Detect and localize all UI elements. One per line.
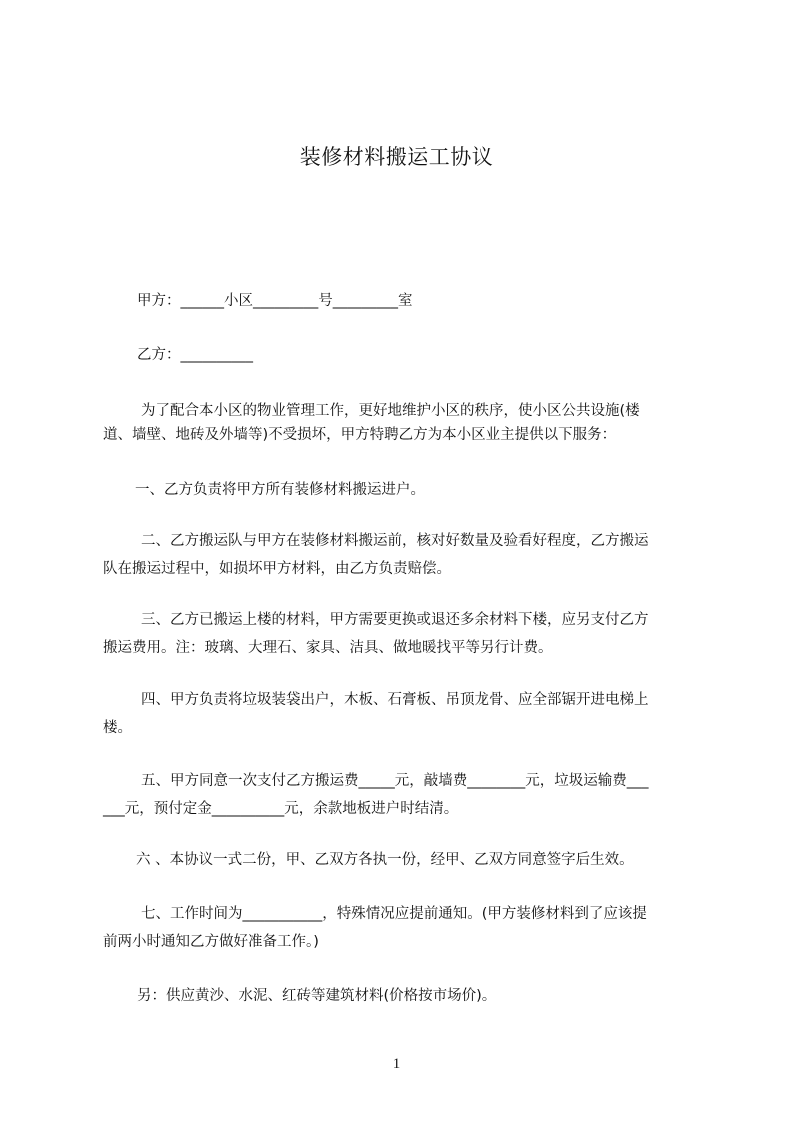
supplementary-note: 另：供应黄沙、水泥、红砖等建筑材料(价格按市场价)。 (137, 988, 497, 1004)
clause-5-line-2: ___元，预付定金__________元，余款地板进户时结清。 (103, 801, 459, 817)
clause-7-line-2: 前两小时通知乙方做好准备工作。) (103, 934, 319, 950)
clause-7-line-1: 七、工作时间为___________，特殊情况应提前通知。(甲方装修材料到了应该提 (141, 906, 647, 922)
document-title: 装修材料搬运工协议 (299, 145, 494, 169)
clause-6: 六 、本协议一式二份，甲、乙双方各执一份，经甲、乙双方同意签字后生效。 (136, 852, 634, 868)
party-a-line: 甲方：______小区_________号_________室 (137, 293, 413, 309)
clause-1: 一、乙方负责将甲方所有装修材料搬运进户。 (135, 482, 425, 498)
clause-5-line-1: 五、甲方同意一次支付乙方搬运费_____元，敲墙费________元，垃圾运输费___ (141, 773, 649, 789)
intro-line-1: 为了配合本小区的物业管理工作，更好地维护小区的秩序，使小区公共设施(楼 (141, 403, 640, 419)
intro-line-2: 道、墙壁、地砖及外墙等)不受损坏，甲方特聘乙方为本小区业主提供以下服务： (103, 427, 617, 443)
party-b-line: 乙方：__________ (137, 347, 253, 363)
clause-3-line-2: 搬运费用。注：玻璃、大理石、家具、洁具、做地暖找平等另行计费。 (103, 640, 553, 656)
clause-2-line-1: 二、乙方搬运队与甲方在装修材料搬运前，核对好数量及验看好程度，乙方搬运 (141, 533, 649, 549)
page-number: 1 (392, 1056, 401, 1072)
clause-2-line-2: 队在搬运过程中，如损坏甲方材料，由乙方负责赔偿。 (103, 561, 451, 577)
clause-4-line-2: 楼。 (103, 720, 132, 736)
clause-3-line-1: 三、乙方已搬运上楼的材料，甲方需要更换或退还多余材料下楼，应另支付乙方 (141, 612, 649, 628)
clause-4-line-1: 四、甲方负责将垃圾装袋出户，木板、石膏板、吊顶龙骨、应全部锯开进电梯上 (141, 692, 649, 708)
